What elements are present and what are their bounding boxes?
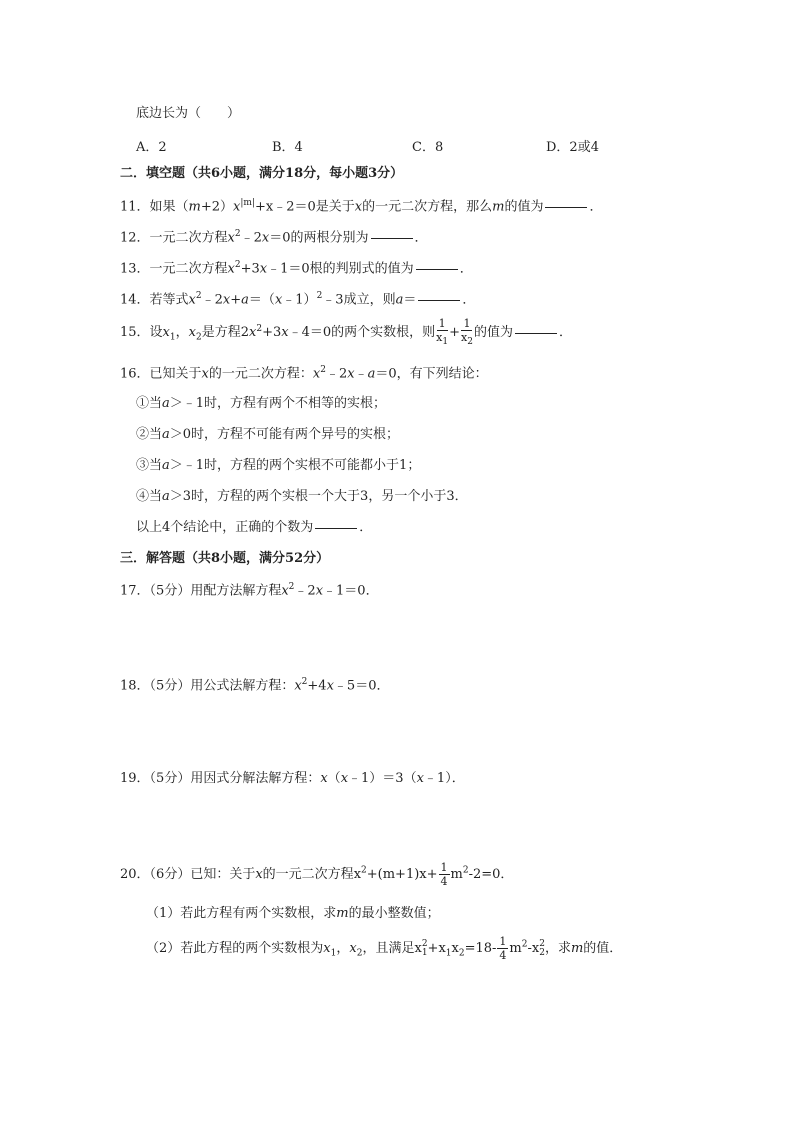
q16-conclusion-1: ①当a＞﹣1时，方程有两个不相等的实根；	[136, 396, 387, 411]
answer-blank[interactable]	[545, 207, 587, 208]
fraction-1-over-x2: $\frac{1}{x_2}$	[461, 317, 473, 348]
question-16: 16．已知关于x的一元二次方程：$x^2﹣2x﹣a=0$，有下列结论：	[120, 365, 488, 382]
fraction-one-quarter-2: $\frac{1}{4}$	[499, 935, 507, 962]
question-13: 13．一元二次方程$x^2+3x﹣1=0$根的判别式的值为 ．	[120, 260, 473, 277]
question-18: 18．（5分）用公式法解方程：$x^2+4x﹣5=0$．	[120, 677, 390, 694]
question-20-part-1: （1）若此方程有两个实数根，求m的最小整数值；	[146, 906, 440, 921]
q10-option-a[interactable]: A．2	[136, 140, 167, 155]
question-17: 17．（5分）用配方法解方程$x^2﹣2x﹣1=0$．	[120, 582, 379, 599]
fraction-1-over-x1: $\frac{1}{x_1}$	[436, 317, 449, 348]
answer-blank[interactable]	[416, 269, 458, 270]
q16-conclusion-2: ②当a＞0时，方程不可能有两个异号的实根；	[136, 427, 400, 442]
q10-option-c[interactable]: C．8	[412, 140, 444, 155]
question-14: 14．若等式$x^2﹣2x+a=(x﹣1)^2﹣3$成立，则a＝ ．	[120, 291, 476, 308]
q10-option-b[interactable]: B．4	[272, 140, 303, 155]
section-3-title: 三．解答题（共8小题，满分52分）	[120, 551, 330, 566]
answer-blank[interactable]	[315, 528, 357, 529]
answer-blank[interactable]	[371, 238, 413, 239]
question-20: 20．（6分）已知：关于x的一元二次方程$x^2+(m+1)x+$ $\frac{1}{4}$ $m^2-2=0$．	[120, 861, 514, 888]
question-11: 11．如果$(m+2)x^{|m|}+x﹣2=0$是关于x的一元二次方程，那么m的值为 ．	[120, 198, 603, 215]
q16-conclusion-3: ③当a＞﹣1时，方程的两个实根不可能都小于1；	[136, 458, 421, 473]
q10-tail: 底边长为（ ）	[136, 106, 241, 121]
fraction-one-quarter: $\frac{1}{4}$	[440, 861, 448, 888]
answer-blank[interactable]	[418, 300, 460, 301]
section-2-title: 二．填空题（共6小题，满分18分，每小题3分）	[120, 166, 404, 181]
question-12: 12．一元二次方程$x^2﹣2x=0$的两根分别为 ．	[120, 229, 428, 246]
answer-blank[interactable]	[515, 333, 557, 334]
q16-conclusion-4: ④当a＞3时，方程的两个实根一个大于3，另一个小于3．	[136, 489, 468, 504]
question-20-part-2: （2）若此方程的两个实数根为$x_1$，$x_2$，且满足x 2 1 $+x_1x_2=18-$ $\frac{1}{4}$ $m^2-x$ 2 2 ，求m的值．	[146, 935, 623, 962]
q10-option-d[interactable]: D．2或4	[546, 140, 599, 155]
q16-tail: 以上4个结论中，正确的个数为 ．	[136, 520, 373, 535]
question-19: 19．（5分）用因式分解法解方程：x（x﹣1）＝3（x﹣1）．	[120, 771, 465, 786]
question-15: 15．设$x_1$，$x_2$是方程$2x^2+3x﹣4=0$的两个实数根，则 $\frac{1}{x_1}$ + $\frac{1}{x_2}$ 的值为 ．	[120, 317, 572, 348]
